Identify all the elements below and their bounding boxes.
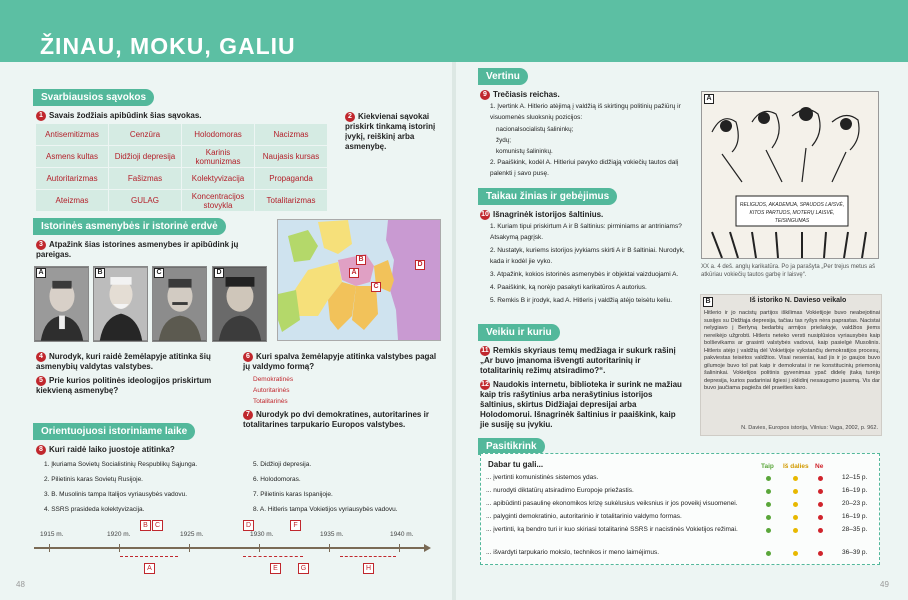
self-check-row: ... įvertinti, ką bendro turi ir kuo skiriasi totalitarinė SSRS ir nacistinės Vokietijos režimai. <box>486 526 738 533</box>
timeline-year: 1930 m. <box>250 531 274 538</box>
tab-vertinu: Vertinu <box>478 68 528 85</box>
rating-dot[interactable] <box>766 476 771 481</box>
term-cell: Autoritarizmas <box>36 168 108 189</box>
events-list-right <box>253 457 398 517</box>
question-number: 1 <box>36 111 46 121</box>
question-number: 5 <box>36 376 46 386</box>
source-b-text: Hitlerio ir jo nacistų partijos iškilimas Vokietijoje buvo neabejotinai susijęs su Didžiąja depresija, tačiau tas ryšys nėra paprastas. Nacistai nelygiavo į Berlyną bedarbių armijos priešakyje, valdžios jiems nereikėjo užgrobti. Hitleris neteko versti nusiplūsios vyriausybės kaip bolševikams ar grasinti valstybės vadovui, kaip pasielgė Musolinis. Hitleris atėjo į valdžią dėl Vokietijoje vykstančių demokratijos procesų, pakviestas teisėtos valdžios. Visai neseniai, kad jis ir jo gaujos buvo gilumoje buvo tol pat kaip ir demokratai ir ne konstitucinių priemonių šalininkai. Vokietijos politinis gyvenimas ypač didelę įtaką turėjo depresija, kurios padariniai ilgiesi į sklidinį nesaugumo jausmą. Vis dar buvo įaučiama pagieža dėl praeities karo. <box>704 310 880 391</box>
rating-dot[interactable] <box>793 502 798 507</box>
timeline-range <box>340 556 396 557</box>
timeline-tick <box>399 544 400 552</box>
question-number: 2 <box>345 112 355 122</box>
view-item: komunistų šalininkų. <box>496 148 553 155</box>
term-cell: Holodomoras <box>182 124 254 145</box>
rating-dot[interactable] <box>818 476 823 481</box>
page-number-left: 48 <box>16 580 25 589</box>
question-number: 12 <box>481 381 489 388</box>
question-4-text: Nurodyk, kuri raidė žemėlapyje atitinka šių asmenybių valdytas valstybes. <box>36 352 211 371</box>
question-number: 9 <box>480 90 490 100</box>
col-header-ne: Ne <box>815 463 824 470</box>
rating-dot[interactable] <box>818 528 823 533</box>
question-10-text: Išnagrinėk istorijos šaltinius. <box>493 210 604 219</box>
tab-istorines-asmenybes: Istorinės asmenybės ir istorinė erdvė <box>33 218 226 235</box>
timeline-mark: C <box>152 520 163 531</box>
timeline-year: 1915 m. <box>40 531 64 538</box>
question-number: 3 <box>36 240 46 250</box>
question-9 <box>480 90 560 100</box>
term-cell: Cenzūra <box>109 124 181 145</box>
view-item: nacionalsocialistų šalininkų; <box>496 126 574 133</box>
term-cell: Propaganda <box>255 168 327 189</box>
government-type-list <box>253 374 293 407</box>
views-list <box>496 124 573 157</box>
term-cell: GULAG <box>109 190 181 211</box>
self-check-row: ... įvertinti komunistinės sistemos ydas. <box>486 474 599 481</box>
term-cell: Asmens kultas <box>36 146 108 167</box>
self-check-row: ... nurodyti diktatūrų atsiradimo Europoje priežastis. <box>486 487 634 494</box>
question-1 <box>36 111 336 121</box>
question-10 <box>480 210 603 220</box>
term-cell: Antisemitizmas <box>36 124 108 145</box>
page-gutter <box>452 62 456 600</box>
timeline-range <box>120 556 178 557</box>
cartoon-image <box>701 91 879 259</box>
government-type-item: Demokratinės <box>253 376 294 383</box>
event-item: 5. Didžioji depresija. <box>253 461 312 468</box>
map-letter: A <box>349 268 359 278</box>
event-item: 3. B. Musolinis tampa Italijos vyriausybės vadovu. <box>44 491 188 498</box>
term-cell: Koncentracijos stovykla <box>182 190 254 211</box>
source-b-title: Iš istoriko N. Davieso veikalo <box>749 297 847 304</box>
question-5-text: Prie kurios politinės ideologijos priskirtum kiekvieną asmenybę? <box>36 376 212 395</box>
tab-svarbiausios-savokos: Svarbiausios sąvokos <box>33 89 154 106</box>
task-item: 5. Remkis B ir įrodyk, kad A. Hitleris į valdžią atėjo teisėtu keliu. <box>490 297 673 304</box>
terms-table <box>35 123 328 212</box>
task-item: 4. Paaiškink, ką norėjo pasakyti karikatūros A autorius. <box>490 284 647 291</box>
timeline-tick <box>259 544 260 552</box>
question-number: 7 <box>243 410 253 420</box>
question-5 <box>36 376 236 396</box>
rating-dot[interactable] <box>793 476 798 481</box>
photo-letter: A <box>36 268 46 278</box>
question-7-text: Nurodyk po dvi demokratines, autoritarines ir totalitarines tarpukario Europos valstybes. <box>243 410 429 429</box>
question-11-text: Remkis skyriaus temų medžiaga ir sukurk rašinį „Ar buvo įmanoma išvengti autoritarinių ir totalitarinių režimų atsiradimo?“. <box>480 346 676 375</box>
cartoon-banner-text: RELIGIJOS, AKADEMIJA, SPAUDOS LAISVĖ, KITOS PARTIJOS, MOTERŲ LAISVĖ, TEISINGUMAS <box>739 202 845 224</box>
question-number: 4 <box>36 352 46 362</box>
page-title: ŽINAU, MOKU, GALIU <box>40 33 296 59</box>
rating-dot[interactable] <box>766 515 771 520</box>
question-10-items <box>490 221 690 306</box>
term-cell: Naujasis kursas <box>255 146 327 167</box>
timeline-mark: B <box>140 520 151 531</box>
question-number: 8 <box>36 445 46 455</box>
timeline-year: 1925 m. <box>180 531 204 538</box>
events-list-left <box>44 457 197 517</box>
event-item: 1. Įkuriama Sovietų Socialistinių Respublikų Sąjunga. <box>44 461 198 468</box>
question-9-item-1: 1. Įvertink A. Hitlerio atėjimą į valdžią iš skirtingų politinių pažiūrų ir visuomenės sluoksnių pozicijos: <box>490 103 681 121</box>
question-1-text: Savais žodžiais apibūdink šias sąvokas. <box>49 111 202 120</box>
question-6 <box>243 352 443 372</box>
timeline-tick <box>329 544 330 552</box>
timeline-tick <box>49 544 50 552</box>
self-check-row: ... apibūdinti pasaulinę ekonomikos krizę sukėlusius veiksnius ir jos poveikį visuomenei. <box>486 500 738 507</box>
term-cell: Fašizmas <box>109 168 181 189</box>
term-cell: Karinis komunizmas <box>182 146 254 167</box>
question-7 <box>243 410 443 430</box>
term-cell: Nacizmas <box>255 124 327 145</box>
question-11 <box>480 346 685 376</box>
event-item: 2. Pilietinis karas Sovietų Rusijoje. <box>44 476 143 483</box>
rating-dot[interactable] <box>766 528 771 533</box>
tab-pasitikrink: Pasitikrink <box>478 438 545 455</box>
view-item: žydų; <box>496 137 512 144</box>
self-check-pages: 36–39 p. <box>842 549 868 556</box>
timeline-mark: F <box>290 520 301 531</box>
photo-letter: D <box>214 268 224 278</box>
timeline-year: 1920 m. <box>107 531 131 538</box>
page-number-right: 49 <box>880 580 889 589</box>
question-number: 10 <box>481 211 489 218</box>
government-type-item: Totalitarinės <box>253 398 288 405</box>
self-check-pages: 16–19 p. <box>842 487 868 494</box>
rating-dot[interactable] <box>793 489 798 494</box>
tab-taikau: Taikau žinias ir gebėjimus <box>478 188 617 205</box>
rating-dot[interactable] <box>818 551 823 556</box>
timeline-mark: H <box>363 563 374 574</box>
task-item: 3. Atpažink, kokios istorinės asmenybės ir objektai vaizduojami A. <box>490 271 679 278</box>
source-a-letter: A <box>704 94 714 104</box>
question-4 <box>36 352 236 372</box>
col-header-is-dalies: Iš dalies <box>783 463 809 470</box>
rating-dot[interactable] <box>793 551 798 556</box>
term-cell: Totalitarizmas <box>255 190 327 211</box>
task-item: 2. Nustatyk, kuriems istorijos įvykiams skirti A ir B šaltiniai. Nurodyk, kada ir kodėl jie vyko. <box>490 247 685 265</box>
question-9-item-2: 2. Paaiškink, kodėl A. Hitleriui pavyko didžiąją vokiečių tautos dalį palenkti į savo pusę. <box>490 159 679 177</box>
task-item: 1. Kuriam tipui priskirtum A ir B šaltinius: pirminiams ar antriniams? Atsakymą pagrįsk. <box>490 223 682 241</box>
question-9-text: Trečiasis reichas. <box>493 90 560 99</box>
source-b-citation: N. Davies, Europos istorija, Vilnius: Vaga, 2002, p. 962. <box>741 425 878 431</box>
self-check-heading: Dabar tu gali... <box>488 460 544 469</box>
timeline-mark: G <box>298 563 309 574</box>
self-check-pages: 12–15 p. <box>842 474 868 481</box>
government-type-item: Autoritarinės <box>253 387 290 394</box>
tab-veikiu: Veikiu ir kuriu <box>478 324 560 341</box>
map-letter: C <box>371 282 381 292</box>
photo-letter: C <box>154 268 164 278</box>
timeline-mark: A <box>144 563 155 574</box>
question-number: 6 <box>243 352 253 362</box>
rating-dot[interactable] <box>766 502 771 507</box>
rating-dot[interactable] <box>818 502 823 507</box>
rating-dot[interactable] <box>766 551 771 556</box>
timeline-tick <box>189 544 190 552</box>
self-check-pages: 20–23 p. <box>842 500 868 507</box>
question-8-text: Kuri raidė laiko juostoje atitinka? <box>49 445 175 454</box>
question-3-text: Atpažink šias istorines asmenybes ir apibūdink jų pareigas. <box>36 240 239 259</box>
self-check-row: ... išvardyti tarpukario mokslo, technikos ir meno laimėjimus. <box>486 549 660 556</box>
term-cell: Ateizmas <box>36 190 108 211</box>
rating-dot[interactable] <box>793 528 798 533</box>
col-header-taip: Taip <box>761 463 774 470</box>
self-check-pages: 28–35 p. <box>842 526 868 533</box>
rating-dot[interactable] <box>766 489 771 494</box>
question-number: 11 <box>481 347 489 354</box>
question-12-text: Naudokis internetu, biblioteka ir surink ne mažiau kaip tris rašytinius arba nerašytinius istorijos šaltinius, skirtus Didžiajai depresijai arba Holodomorui. Išnagrinėk šaltinius ir paaiškink, kaip jie susiję su įvykiu. <box>480 380 682 429</box>
question-8 <box>36 445 286 455</box>
self-check-row: ... palyginti demokratinio, autoritarinio ir totalitarinio valdymo formas. <box>486 513 682 520</box>
question-3 <box>36 240 256 260</box>
timeline-year: 1935 m. <box>320 531 344 538</box>
timeline-tick <box>119 544 120 552</box>
term-cell: Didžioji depresija <box>109 146 181 167</box>
cartoon-caption: XX a. 4 deš. anglų karikatūra. Po ja parašyta „Per trejus metus aš atkūriau vokiečių tautos garbę ir laisvę“. <box>701 264 876 278</box>
timeline-year: 1940 m. <box>390 531 414 538</box>
question-12 <box>480 380 685 430</box>
source-b-letter: B <box>703 297 713 307</box>
timeline-mark: D <box>243 520 254 531</box>
rating-dot[interactable] <box>818 489 823 494</box>
europe-map <box>277 219 441 341</box>
event-item: 7. Pilietinis karas Ispanijoje. <box>253 491 333 498</box>
event-item: 6. Holodomoras. <box>253 476 301 483</box>
event-item: 8. A. Hitleris tampa Vokietijos vyriausybės vadovu. <box>253 506 398 513</box>
question-2-text: Kiekvienai sąvokai priskirk tinkamą istorinį įvykį, reiškinį arba asmenybę. <box>345 112 436 151</box>
tab-orientuojuosi: Orientuojuosi istoriniame laike <box>33 423 195 440</box>
event-item: 4. SSRS prasideda kolektyvizacija. <box>44 506 145 513</box>
timeline-arrow <box>424 544 431 552</box>
timeline-axis <box>34 547 426 549</box>
term-cell: Kolektyvizacija <box>182 168 254 189</box>
rating-dot[interactable] <box>793 515 798 520</box>
question-6-text: Kuri spalva žemėlapyje atitinka valstybes pagal jų valdymo formą? <box>243 352 437 371</box>
question-2 <box>345 112 445 152</box>
timeline-range <box>243 556 303 557</box>
map-letter: D <box>415 260 425 270</box>
map-letter: B <box>356 255 366 265</box>
rating-dot[interactable] <box>818 515 823 520</box>
photo-letter: B <box>95 268 105 278</box>
timeline-mark: E <box>270 563 281 574</box>
self-check-pages: 16–19 p. <box>842 513 868 520</box>
